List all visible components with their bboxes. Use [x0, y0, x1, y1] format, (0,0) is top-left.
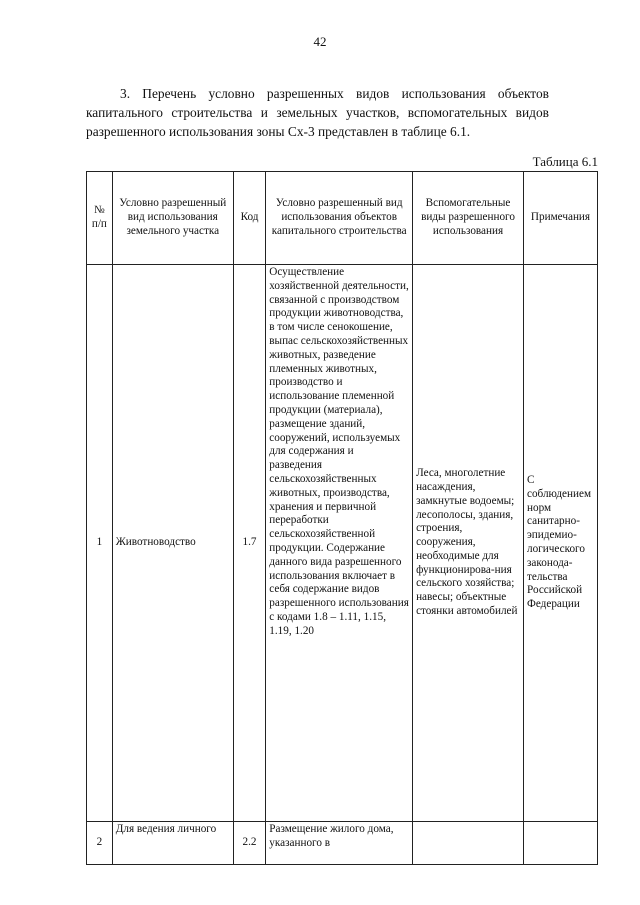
cell-auxiliary	[413, 822, 524, 865]
cell-code: 1.7	[233, 265, 265, 822]
header-auxiliary: Вспомогательные виды разрешенного использования	[413, 172, 524, 265]
permitted-use-table	[86, 171, 598, 865]
header-code: Код	[233, 172, 265, 265]
header-land-use: Условно разрешенный вид использования земельного участка	[112, 172, 233, 265]
cell-land-use: Для ведения личного	[112, 822, 233, 865]
cell-notes	[524, 822, 598, 865]
header-notes: Примечания	[524, 172, 598, 265]
cell-num: 2	[87, 822, 113, 865]
table-caption: Таблица 6.1	[532, 154, 598, 169]
cell-notes: С соблюдением норм санитарно-эпидемио-логического законода-тельства Российской Федерации	[524, 265, 598, 822]
cell-land-use: Животноводство	[112, 265, 233, 822]
table-row	[87, 265, 598, 822]
cell-auxiliary: Леса, многолетние насаждения, замкнутые водоемы; лесополосы, здания, строения, сооружения, необходимые для функционирова-ния сельского хозяйства; навесы; объектные стоянки автомобилей	[413, 265, 524, 822]
header-num: № п/п	[87, 172, 113, 265]
intro-paragraph: 3. Перечень условно разрешенных видов использования объектов капитального строительства и земельных участков, вспомогательных видов разрешенного использования зоны Сх-3 представлен в таблице 6.1.	[86, 86, 549, 139]
cell-num: 1	[87, 265, 113, 822]
cell-capital-use: Осуществление хозяйственной деятельности, связанной с производством продукции животноводства, в том числе сенокошение, выпас сельскохозяйственных животных, разведение племенных животных, производство и использование племенной продукции (материала), размещение зданий, сооружений, используемых для содержания и разведения сельскохозяйственных животных, производства, хранения и первичной переработки сельскохозяйственной продукции. Содержание данного вида разрешенного использования включает в себя содержание видов разрешенного использования с кодами 1.8 – 1.11, 1.15, 1.19, 1.20	[266, 265, 413, 822]
table-row	[87, 822, 598, 865]
cell-code: 2.2	[233, 822, 265, 865]
header-capital-use: Условно разрешенный вид использования объектов капитального строительства	[266, 172, 413, 265]
page-number: 42	[313, 34, 327, 49]
cell-capital-use: Размещение жилого дома, указанного в	[266, 822, 413, 865]
table-header-row	[87, 172, 598, 265]
